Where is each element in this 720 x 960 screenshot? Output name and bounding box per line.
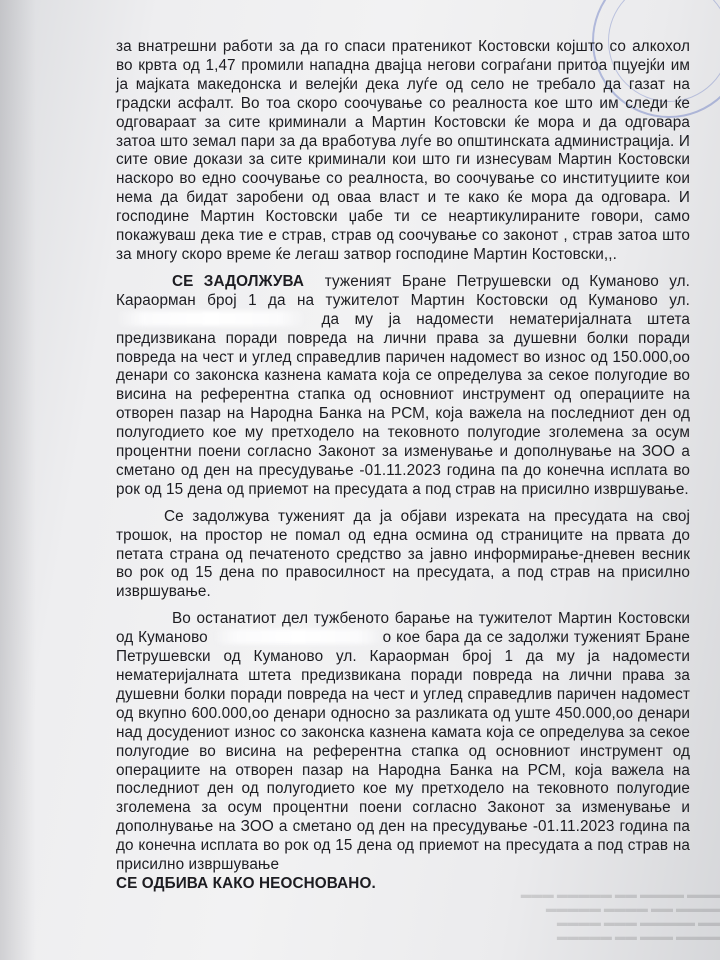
reverse-side-bleed-through: ▬▬▬ ▬▬▬▬ ▬▬ ▬▬▬▬▬ ▬▬▬ ▬▬▬▬ ▬▬ ▬▬▬▬ ▬▬▬▬▬ ▬▬ ▬▬▬▬▬ ▬▬▬ ▬▬▬▬ ▬▬▬▬ ▬▬▬ ▬▬ ▬▬▬▬▬: [520, 889, 720, 943]
paragraph-intro: за внатрешни работи за да го спаси пратеникот Костовски којшто со алкохол во крвта од 1,47 промили нападна двајца негови сограѓани притоа пцуејќи им ја мајката македонска и велејќи дека луѓе од село не требало да газат на градски асфалт. Во тоа скоро соочување со реалноста кое што им следи ќе одговараат за сите криминали а Мартин Костовски ќе мора и да одговара затоа што земал пари за да вработува луѓе во општинската администрација. И сите овие докази за сите криминали кои што ги изнесувам Мартин Костовски наскоро во едно соочување со реалноста, во соочување со институциите кои нема да бидат заробени од оваа власт и те како ќе мора да одговара. И господине Мартин Костовски џабе ти се неартикулираните говори, само покажуваш дека тие е страв, страв од соочување со законот , страв затоа што за многу скоро време ќе легаш затвор господине Мартин Костовски,,.: [116, 38, 690, 263]
redacted-address-2: [213, 629, 383, 644]
remaining-text-part1: Во останатиот дел тужбеното барање на тужителот Мартин Костовски од Куманово: [116, 610, 690, 647]
remaining-text-part2: о кое бара да се задолжи туженият Бране Петрушевски од Куманово ул. Караорман број 1 да му ја надомести нематеријалната штета предизвикана поради повреда на лични права за душевни болки поради повреда на чест и углед справедлив паричен надомест од вкупно 600.000,оо денари односно за разликата од уште 450.000,оо денари над досудениот износ со законска казнена камата која се определува за секое полугодие во висина на референтна стапка од основниот инструмент од операциите на отворен пазар на Народна Банка на РСМ, која важела на последниот ден од полугодието кое му претходело на тековното полугодие зголемена за осум процентни поени согласно Законот за изменување и дополнување на ЗОО а сметано од ден на пресудување -01.11.2023 година па до конечна исплата во рок од 15 дена од приемот на пресудата а под страв на присилно извршување: [116, 629, 690, 874]
obligation-lead: СЕ ЗАДОЛЖУВА: [172, 272, 305, 290]
obligation-text-part1: туженият Бране Петрушевски од Куманово ул. Караорман број 1 да на тужителот Мартин Костовски од Куманово ул.: [116, 272, 690, 309]
obligation-text-part2: да му ја надомести нематеријалната штета предизвикана поради повреда на лични права за душевни болки поради повреда на чест и углед справедлив паричен надомест во износ од 150.000,оо денари со законска казнена камата која се определува за секое полугодие во висина на референтна стапка од основниот инструмент од операциите на отворен пазар на Народна Банка на РСМ, која важела на последниот ден од полугодието кое му претходело на тековното полугодие зголемена за осум процентни поени согласно Законот за изменување и дополнување на ЗОО а сметано од ден на пресудување -01.11.2023 година па до конечна исплата во рок од 15 дена од приемот на пресудата а под страв на присилно извршување.: [116, 310, 690, 498]
document-body: [116, 38, 690, 894]
page-edge-shadow: [0, 0, 36, 960]
paragraph-remaining: [116, 610, 690, 875]
redacted-address: [116, 311, 306, 326]
verdict-heading: СЕ ОДБИВА КАКО НЕОСНОВАНО.: [116, 874, 376, 892]
paragraph-publication: Се задолжува туженият да ја објави изреката на пресудата на свој трошок, на простор не помал од една осмина од страниците на првата до петата страна од печатеното средство за јавно информирање-дневен весник во рок од 15 дена по правосилност на пресудата, а под страв на присилно извршување.: [116, 507, 690, 601]
paragraph-obligation: [116, 273, 690, 500]
